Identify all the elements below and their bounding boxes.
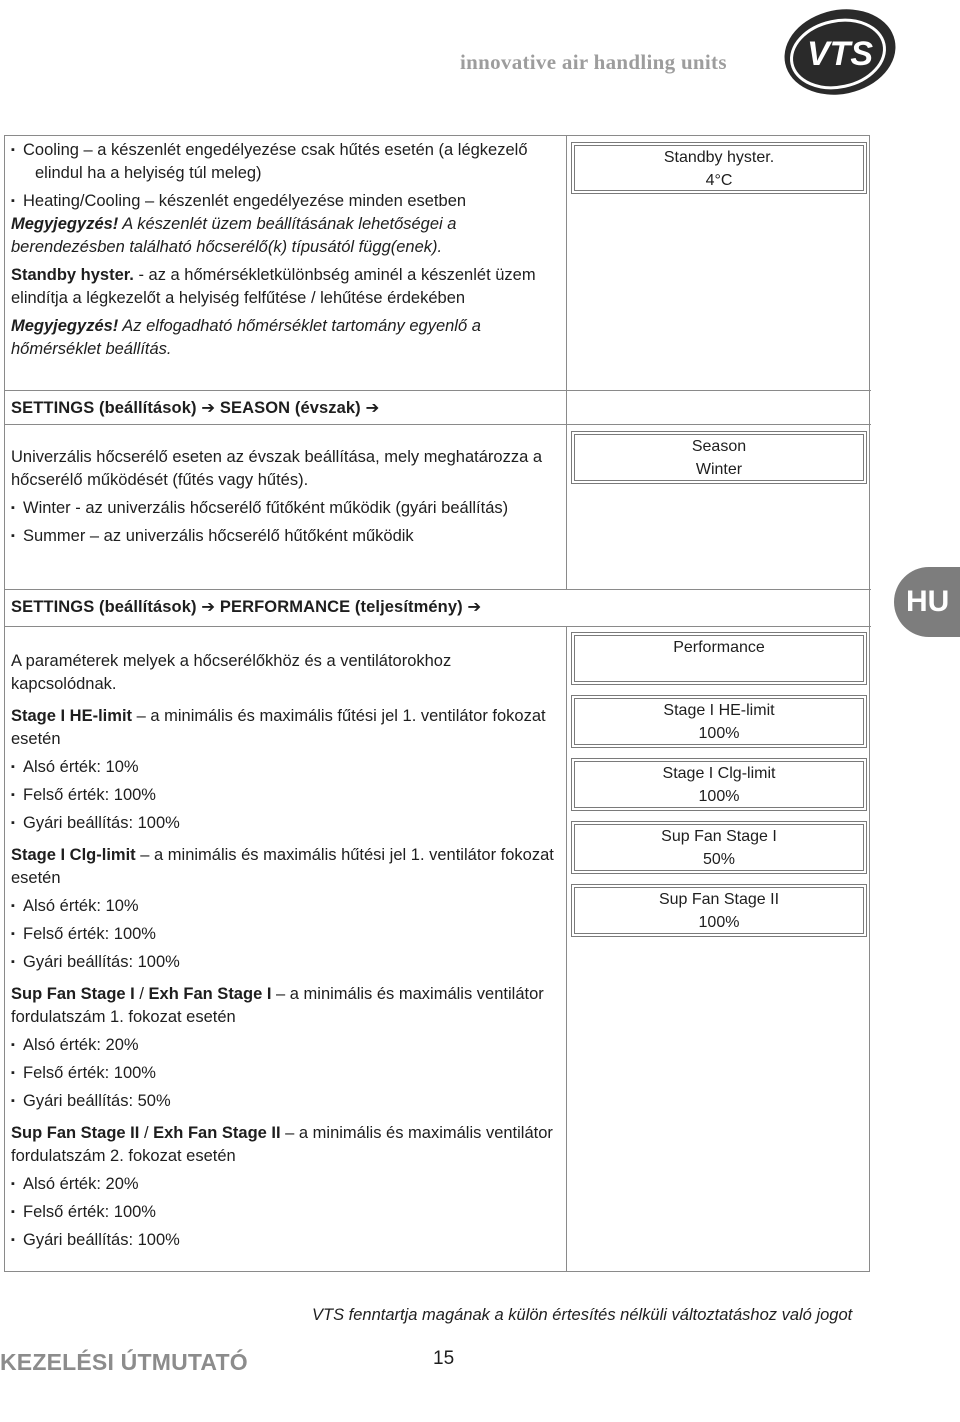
- list-item: ▪ Heating/Cooling – készenlét engedélyezése minden esetben: [11, 190, 559, 213]
- display-line: Sup Fan Stage I: [661, 828, 777, 845]
- display-standby: [571, 142, 867, 194]
- display-line: 100%: [698, 914, 740, 931]
- list-item: ▪ Cooling – a készenlét engedélyezése csak hűtés esetén (a légkezelő elindul ha a helyiség túl meleg): [11, 139, 559, 185]
- header-settings: SETTINGS (beállítások): [11, 399, 197, 417]
- standby-label: Standby hyster.: [11, 266, 134, 284]
- param-heading: Sup Fan Stage I / Exh Fan Stage I – a minimális és maximális ventilátor fordulatszám 1. fokozat esetén: [11, 985, 544, 1026]
- header-performance: PERFORMANCE (teljesítmény): [219, 598, 463, 616]
- column-divider-2: [566, 626, 567, 1272]
- row-divider-2: [5, 424, 871, 425]
- list-item: ▪ Winter - az univerzális hőcserélő fűtőként működik (gyári beállítás): [11, 497, 559, 520]
- footer-title: KEZELÉSI ÚTMUTATÓ: [0, 1349, 248, 1375]
- list-item: ▪ Felső érték: 100%: [11, 1201, 559, 1224]
- display-line: 4°C: [705, 172, 733, 189]
- footer-note: VTS fenntartja magának a külön értesítés nélküli változtatáshoz való jogot: [312, 1306, 853, 1324]
- content-table: [4, 135, 870, 1272]
- note-paragraph: [11, 315, 559, 361]
- display-line: Standby hyster.: [663, 149, 775, 166]
- row-divider-1: [5, 390, 871, 391]
- standby-text: - az a hőmérsékletkülönbség aminél a készenlét üzem elindítja a légkezelőt a helyiség felfűtése / lehűtése érdekében: [11, 266, 536, 307]
- standby-paragraph: [11, 264, 559, 310]
- list-item: ▪ Gyári beállítás: 100%: [11, 812, 559, 835]
- arrow-right-icon: ➔: [365, 399, 380, 417]
- list-item: ▪ Alsó érték: 20%: [11, 1173, 559, 1196]
- display-clg-limit: [571, 758, 867, 811]
- note-text: A készenlét üzem beállításának lehetőségei a berendezésben található hőcserélő(k) típusától függ(enek).: [11, 215, 457, 256]
- display-sup-fan-stage-1: [571, 821, 867, 874]
- note-text: Az elfogadható hőmérséklet tartomány egyenlő a hőmérséklet beállítás.: [11, 317, 481, 358]
- display-line: 100%: [698, 725, 740, 742]
- language-badge: HU: [894, 567, 960, 637]
- display-line: 100%: [698, 788, 740, 805]
- display-season: [571, 431, 867, 484]
- vts-logo: [782, 2, 898, 98]
- arrow-right-icon: ➔: [467, 598, 482, 616]
- page-number: 15: [433, 1348, 455, 1369]
- header-season: SEASON (évszak): [219, 399, 361, 417]
- list-item: ▪ Summer – az univerzális hőcserélő hűtőként működik: [11, 525, 559, 548]
- display-line: Stage I Clg-limit: [662, 765, 776, 782]
- note-label: Megyjegyzés!: [11, 215, 119, 233]
- param-heading: Stage I HE-limit – a minimális és maximális fűtési jel 1. ventilátor fokozat esetén: [11, 707, 546, 748]
- list-item: ▪ Felső érték: 100%: [11, 784, 559, 807]
- note-paragraph: [11, 213, 559, 259]
- param-heading: Sup Fan Stage II / Exh Fan Stage II – a minimális és maximális ventilátor fordulatszám 2. fokozat esetén: [11, 1124, 553, 1165]
- season-intro: Univerzális hőcserélő eseten az évszak beállítása, mely meghatározza a hőcserélő működését (fűtés vagy hűtés).: [11, 448, 543, 489]
- list-item: ▪ Gyári beállítás: 100%: [11, 1229, 559, 1252]
- display-performance: [571, 632, 867, 685]
- display-line: Sup Fan Stage II: [658, 891, 780, 908]
- list-item: ▪ Alsó érték: 20%: [11, 1034, 559, 1057]
- display-line: Season: [691, 438, 747, 455]
- row-divider-4: [5, 626, 871, 627]
- logo-text: VTS: [806, 35, 874, 73]
- list-item: ▪ Felső érték: 100%: [11, 1062, 559, 1085]
- list-item: ▪ Felső érték: 100%: [11, 923, 559, 946]
- note-label: Megyjegyzés!: [11, 317, 119, 335]
- row-divider-3: [5, 589, 871, 590]
- header-settings: SETTINGS (beállítások): [11, 598, 197, 616]
- arrow-right-icon: ➔: [201, 399, 216, 417]
- arrow-right-icon: ➔: [201, 598, 216, 616]
- display-line: Performance: [673, 639, 765, 656]
- display-line: 50%: [702, 851, 736, 868]
- display-sup-fan-stage-2: [571, 884, 867, 937]
- display-he-limit: [571, 695, 867, 748]
- header-tagline: innovative air handling units: [460, 50, 727, 74]
- display-line: Winter: [695, 461, 743, 478]
- param-heading: Stage I Clg-limit – a minimális és maximális hűtési jel 1. ventilátor fokozat esetén: [11, 846, 554, 887]
- list-item: ▪ Alsó érték: 10%: [11, 756, 559, 779]
- section-performance-text: [11, 650, 559, 1252]
- performance-header: [11, 597, 481, 617]
- season-header: [11, 398, 379, 418]
- list-item: ▪ Alsó érték: 10%: [11, 895, 559, 918]
- list-item: ▪ Gyári beállítás: 100%: [11, 951, 559, 974]
- section-season-text: [11, 446, 559, 548]
- section-standby-text: [11, 139, 559, 361]
- performance-intro: A paraméterek melyek a hőcserélőkhöz és a ventilátorokhoz kapcsolódnak.: [11, 652, 452, 693]
- display-line: Stage I HE-limit: [663, 702, 775, 719]
- list-item: ▪ Gyári beállítás: 50%: [11, 1090, 559, 1113]
- column-divider-1: [566, 136, 567, 590]
